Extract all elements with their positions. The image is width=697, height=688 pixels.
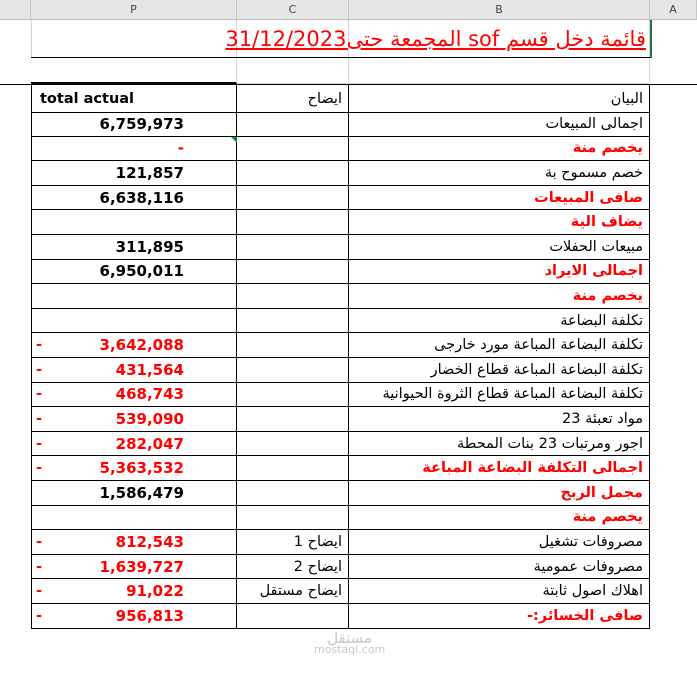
item-label: تكلفة البضاعة المباعة قطاع الثروة الحيوانية [382,386,643,403]
amount-value: 121,857 [115,163,184,182]
amount-cell[interactable] [31,604,237,629]
item-cell[interactable] [349,137,650,162]
table-row [0,407,697,432]
amount-cell[interactable] [31,481,237,506]
note-cell[interactable] [237,284,349,309]
item-cell[interactable] [349,456,650,481]
item-label: تكلفة البضاعة [560,312,643,329]
cell-c-blank[interactable] [237,58,349,84]
amount-cell[interactable] [31,260,237,285]
note-cell[interactable] [237,481,349,506]
column-header-corner[interactable] [0,0,31,20]
amount-cell[interactable] [31,333,237,358]
table-row [0,383,697,408]
cell-a-title[interactable] [650,20,697,58]
amount-value: 311,895 [115,237,184,256]
amount-value: 1,639,727 [99,557,184,576]
note-cell[interactable] [237,309,349,334]
table-row [0,112,697,137]
note-cell[interactable] [237,260,349,285]
item-cell[interactable] [349,481,650,506]
item-cell[interactable] [349,210,650,235]
amount-cell[interactable] [31,137,237,162]
table-row [0,604,697,629]
negative-sign: - [36,410,43,427]
note-cell[interactable] [237,407,349,432]
item-cell[interactable] [349,432,650,457]
item-label: مصروفات عمومية [533,558,643,575]
item-label: يضاف الية [570,214,643,231]
item-label: اجمالى التكلفة البضاعة المباعة [422,460,643,477]
column-header-p[interactable]: P [31,0,237,20]
amount-value: 812,543 [115,532,184,551]
negative-sign: - [36,583,43,600]
table-row [0,186,697,211]
cell-p-header[interactable] [31,85,237,113]
item-label: اجمالى المبيعات [545,115,643,132]
amount-value: 3,642,088 [99,336,184,355]
amount-value: 956,813 [115,606,184,625]
item-label: اجور ومرتبات 23 بنات المحطة [457,435,643,452]
item-cell[interactable] [349,333,650,358]
blank-row [0,58,697,84]
item-label: يخصم منة [572,140,643,157]
item-label: صافى الخسائر:- [526,607,643,624]
active-cell-indicator [650,20,652,58]
item-label: تكلفة البضاعة المباعة مورد خارجى [434,337,643,354]
table-row [0,432,697,457]
note-cell[interactable] [237,432,349,457]
item-label: يخصم منة [572,509,643,526]
item-label: تكلفة البضاعة المباعة قطاع الخضار [430,361,643,378]
note-cell[interactable] [237,383,349,408]
negative-sign: - [36,361,43,378]
note-cell[interactable] [237,161,349,186]
table-row [0,555,697,580]
column-header-b[interactable]: B [349,0,650,20]
title-row [0,20,697,58]
item-cell[interactable] [349,284,650,309]
item-cell[interactable] [349,555,650,580]
amount-value: 1,586,479 [99,483,184,502]
negative-sign: - [36,460,43,477]
item-cell[interactable] [349,604,650,629]
table-row [0,137,697,162]
item-label: صافى المبيعات [534,189,643,206]
item-cell[interactable] [349,530,650,555]
note-cell[interactable] [237,235,349,260]
table-row [0,284,697,309]
amount-cell[interactable] [31,555,237,580]
note-value: ايضاح مستقل [259,583,342,600]
item-cell[interactable] [349,161,650,186]
item-cell[interactable] [349,383,650,408]
amount-cell[interactable] [31,210,237,235]
item-cell[interactable] [349,186,650,211]
amount-cell[interactable] [31,161,237,186]
amount-cell[interactable] [31,407,237,432]
negative-sign: - [36,607,43,624]
note-cell[interactable] [237,530,349,555]
note-cell[interactable] [237,456,349,481]
note-value: ايضاح 2 [293,558,342,575]
amount-value: - [177,139,184,158]
table-row [0,530,697,555]
watermark-arabic: مستقل [327,629,373,647]
item-cell[interactable] [349,260,650,285]
table-row [0,235,697,260]
amount-value: 282,047 [115,434,184,453]
amount-cell[interactable] [31,186,237,211]
table-row [0,260,697,285]
table-row [0,161,697,186]
item-label: يخصم منة [572,287,643,304]
amount-cell[interactable] [31,432,237,457]
cell-b-blank[interactable] [349,58,650,84]
amount-cell[interactable] [31,235,237,260]
sheet-title: قائمة دخل قسم sof المجمعة حتى31/12/2023 [225,26,646,51]
negative-sign: - [36,558,43,575]
item-cell[interactable] [349,407,650,432]
amount-cell[interactable] [31,383,237,408]
amount-cell[interactable] [31,456,237,481]
table-row [0,358,697,383]
amount-cell[interactable] [31,309,237,334]
item-cell[interactable] [349,112,650,137]
table-row [0,579,697,604]
amount-value: 468,743 [115,385,184,404]
header-row [0,84,697,113]
table-row [0,210,697,235]
item-label: مجمل الربح [560,484,643,501]
amount-cell[interactable] [31,112,237,137]
amount-value: 6,950,011 [99,262,184,281]
cell-p-blank[interactable] [31,58,237,84]
negative-sign: - [36,435,43,452]
item-cell[interactable] [349,579,650,604]
item-label: اجمالى الايراد [544,263,643,280]
amount-cell[interactable] [31,579,237,604]
note-cell[interactable] [237,604,349,629]
amount-header: total actual [40,90,135,107]
note-header: ايضاح [307,90,342,107]
watermark [314,629,386,656]
note-cell[interactable] [237,137,349,162]
note-cell[interactable] [237,112,349,137]
amount-cell[interactable] [31,506,237,531]
note-value: ايضاح 1 [293,533,342,550]
cell-b-header[interactable] [349,85,650,113]
negative-sign: - [36,337,43,354]
amount-cell[interactable] [31,530,237,555]
item-label: مواد تعبئة 23 [562,410,643,427]
comment-indicator-icon[interactable] [231,137,237,143]
table-row [0,481,697,506]
amount-cell[interactable] [31,358,237,383]
item-label: اهلاك اصول ثابتة [542,583,643,600]
item-cell[interactable] [349,235,650,260]
negative-sign: - [36,386,43,403]
item-label: مبيعات الحفلات [549,238,643,255]
watermark-latin: mostaql.com [314,643,386,656]
note-cell[interactable] [237,555,349,580]
note-cell[interactable] [237,186,349,211]
table-row [0,456,697,481]
table-row [0,506,697,531]
note-cell[interactable] [237,358,349,383]
note-cell[interactable] [237,579,349,604]
amount-value: 5,363,532 [99,459,184,478]
amount-value: 431,564 [115,360,184,379]
item-label: مصروفات تشغيل [538,533,643,550]
column-header-c[interactable]: C [237,0,349,20]
negative-sign: - [36,533,43,550]
item-label: خصم مسموح بة [544,164,643,181]
amount-value: 539,090 [115,409,184,428]
table-row [0,333,697,358]
item-cell[interactable] [349,506,650,531]
note-cell[interactable] [237,210,349,235]
title-cell[interactable] [31,20,650,58]
amount-value: 6,759,973 [99,114,184,133]
column-header-a[interactable]: A [650,0,697,20]
cell-c-header[interactable] [237,85,349,113]
item-cell[interactable] [349,309,650,334]
amount-cell[interactable] [31,284,237,309]
item-header: البيان [610,90,643,107]
amount-value: 91,022 [126,582,184,601]
amount-value: 6,638,116 [99,188,184,207]
item-cell[interactable] [349,358,650,383]
table-row [0,309,697,334]
note-cell[interactable] [237,333,349,358]
note-cell[interactable] [237,506,349,531]
